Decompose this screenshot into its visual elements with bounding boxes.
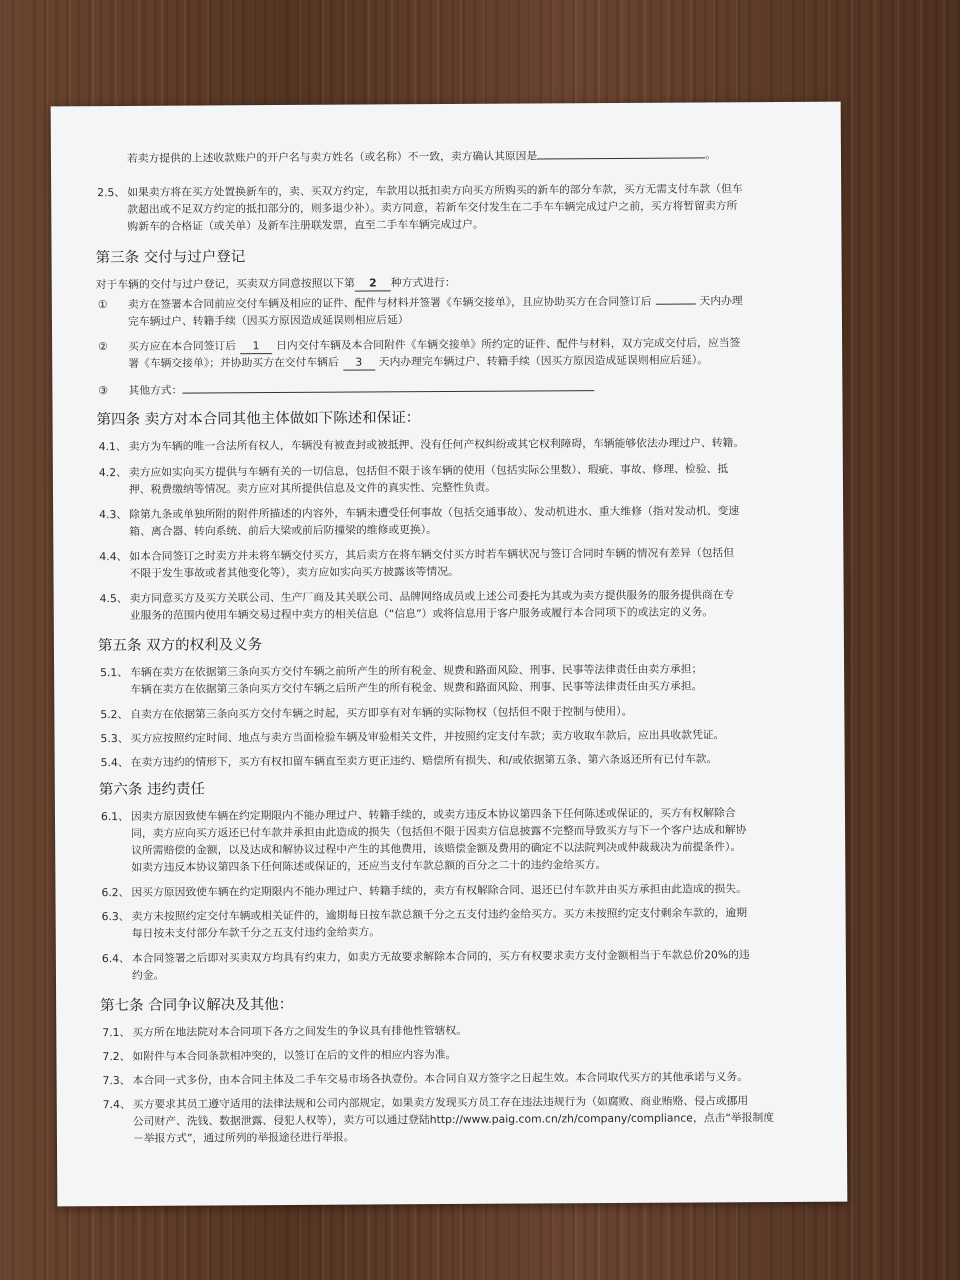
section-heading: 第三条 交付与过户登记 <box>95 249 246 267</box>
clause-number: 2.5、 <box>97 185 126 200</box>
clause-number: 5.1、 <box>100 665 129 680</box>
text: 其他方式： <box>128 383 183 397</box>
clause-number: 4.2、 <box>98 465 127 480</box>
other-method-blank <box>182 390 594 394</box>
clause-text: 在卖方违约的情形下，买方有权扣留车辆直至卖方更正违约、赔偿所有损失、和/或依据第五条、第六条返还所有已付车款。 <box>130 752 718 769</box>
text: 卖方在签署本合同前应交付车辆及相应的证件、配件与材料并签署《车辆交接单》，且应协助买方在合同签订后 <box>127 294 652 311</box>
method-choice-value: 2 <box>355 276 391 291</box>
clause-number: 4.5、 <box>99 591 128 606</box>
reason-blank <box>537 157 705 159</box>
clause-text: 卖方应如实向买方提供与车辆有关的一切信息，包括但不限于该车辆的使用（包括实际公里数）、瑕疵、事故、修理、检验、抵 <box>128 462 729 479</box>
clause-number: 5.3、 <box>100 731 129 746</box>
clause-number: 4.4、 <box>99 549 128 564</box>
contract-page <box>51 102 848 1207</box>
section-heading: 第七条 合同争议解决及其他： <box>100 996 294 1015</box>
clause-number: 6.4、 <box>101 951 130 966</box>
clause-text: 公司财产、洗钱、数据泄露、侵犯人权等），卖方可以通过登陆http://www.paig.com.cn/zh/company/compliance，点击“举报制度 <box>132 1111 775 1128</box>
clause-text: 如附件与本合同条款相冲突的，以签订在后的文件的相应内容为准。 <box>132 1047 457 1063</box>
clause-text: 业服务的范围内使用车辆交易过程中卖方的相关信息（“信息”）或将信息用于客户服务或履行本合同项下的或法定的义务。 <box>129 605 714 622</box>
section-heading: 第五条 双方的权利及义务 <box>97 637 263 655</box>
clause-text: 如卖方违反本协议第四条下任何陈述或保证的，还应当支付车款总额的百分之二十的违约金给买方。 <box>131 858 607 874</box>
clause-text: 本合同签署之后即对买卖双方均具有约束力，如卖方无故要求解除本合同的，买方有权要求卖方支付金额相当于车款总价20%的违 <box>131 948 750 965</box>
clause-text: 约金。 <box>131 968 165 982</box>
clause-text: －举报方式”，通过所列的举报途径进行举报。 <box>132 1130 355 1145</box>
clause-text: 买方应按照约定时间、地点与卖方当面检验车辆及审验相关文件，并按照约定支付车款；卖方收取车款后，应出具收款凭证。 <box>130 728 725 745</box>
clause-text: 箱、离合器、转向系统、前后大梁或前后防撞梁的维修或更换）。 <box>129 523 437 538</box>
clause-number: 4.1、 <box>98 439 127 454</box>
section-heading: 第六条 违约责任 <box>98 781 205 799</box>
clause-number: 6.3、 <box>101 909 130 924</box>
option-number: ① <box>97 298 108 312</box>
clause-number: 6.2、 <box>101 885 130 900</box>
days-blank <box>656 303 696 304</box>
clause-text: 款超出或不足双方约定的抵扣部分的，则多退少补）。卖方同意，若新车交付发生在二手车车辆完成过户之前，买方将暂留卖方所 <box>127 199 738 216</box>
text: 日内交付车辆及本合同附件《车辆交接单》所约定的证件、配件与材料，双方完成交付后，应当签 <box>276 336 741 353</box>
text: 。 <box>705 148 717 162</box>
option-number: ② <box>98 340 108 354</box>
clause-text: 如果卖方将在买方处置换新车的，卖、买双方约定，车款用以抵扣卖方向买方所购买的新车的部分车款，买方无需支付车款（但车 <box>127 182 743 199</box>
clause-text: 每日按未支付部分车款千分之五支付违约金给卖方。 <box>131 925 381 940</box>
text: 天内办理 <box>699 294 743 308</box>
clause-text: 卖方同意买方及买方关联公司、生产厂商及其关联公司、品牌网络成员或上述公司委托为其或为卖方提供服务的服务提供商在专 <box>129 588 735 605</box>
clause-text: 自卖方在依据第三条向买方交付车辆之时起，买方即享有对车辆的实际物权（包括但不限于控制与使用）。 <box>130 704 633 721</box>
option-text <box>128 292 743 313</box>
clause-number: 7.4、 <box>102 1097 131 1112</box>
clause-text: 车辆在卖方在依据第三条向买方交付车辆之前所产生的所有税金、规费和路面风险、刑事、民事等法律责任由卖方承担； <box>130 662 703 679</box>
text: 种方式进行： <box>390 275 456 290</box>
clause-number: 7.2、 <box>102 1049 131 1064</box>
clause-text: 议所需赔偿的金额，以及达成和解协议过程中产生的其他费用，该赔偿金额及费用的确定不以法院判决或仲裁裁决为前提条件）。 <box>131 840 742 857</box>
clause-text: 车辆在卖方在依据第三条向买方交付车辆之后所产生的所有税金、规费和路面风险、刑事、民事等法律责任由买方承担。 <box>130 679 703 696</box>
option-text <box>128 351 708 372</box>
clause-number: 6.1、 <box>100 809 129 824</box>
clause-number: 4.3、 <box>99 507 128 522</box>
days-value: 3 <box>343 355 375 370</box>
text: 对于车辆的交付与过户登记，买卖双方同意按照以下第 <box>95 276 355 292</box>
clause-text: 因卖方原因致使车辆在约定期限内不能办理过户、转籍手续的，或卖方违反本协议第四条下任何陈述或保证的，买方有权解除合 <box>130 806 736 823</box>
clause-text: 因买方原因致使车辆在约定期限内不能办理过户、转籍手续的，卖方有权解除合同、退还已付车款并由买方承担由此造成的损失。 <box>131 882 747 899</box>
delivery-method-line <box>96 274 456 293</box>
clause-text: 本合同一式多份，由本合同主体及二手车交易市场各执壹份。本合同自双方签字之日起生效。本合同取代买方的其他承诺与义务。 <box>132 1070 749 1087</box>
clause-text: 不限于发生事故或者其他变化等），卖方应如实向买方披露该等情况。 <box>129 564 459 580</box>
clause-text: 买方要求其员工遵守适用的法律法规和公司内部规定，如果卖方发现买方员工存在违法违规行为（如腐败、商业贿赂、侵占或挪用 <box>132 1094 749 1111</box>
option-number: ③ <box>98 384 109 398</box>
days-value: 1 <box>240 339 272 354</box>
clause-text: 除第九条或单独所附的附件所描述的内容外，车辆未遭受任何事故（包括交通事故）、发动机进水、重大维修（指对发动机、变速 <box>129 504 740 521</box>
clause-text: 购新车的合格证（或关单）及新车注册联发票，直至二手车车辆完成过户。 <box>127 217 484 233</box>
option-text: 完车辆过户、转籍手续（因买方原因造成延误则相应后延） <box>127 313 409 328</box>
clause-number: 7.1、 <box>102 1025 131 1040</box>
option-text <box>128 379 594 399</box>
clause-text: 买方所在地法院对本合同项下各方之间发生的争议具有排他性管辖权。 <box>132 1023 468 1039</box>
text: 署《车辆交接单》；并协助买方在交付车辆后 <box>128 355 339 370</box>
clause-number: 5.4、 <box>100 755 129 770</box>
clause-text: 同，卖方应向买方返还已付车款并承担由此造成的损失（包括但不限于因卖方信息披露不完整而导致买方与下一个客户达成和解协 <box>131 823 747 840</box>
section-heading: 第四条 卖方对本合同其他主体做如下陈述和保证： <box>96 410 421 429</box>
clause-text: 卖方未按照约定交付车辆或相关证件的，逾期每日按车款总额千分之五支付违约金给买方。买方未按照约定支付剩余车款的，逾期 <box>131 906 748 923</box>
clause-number: 7.3、 <box>102 1073 131 1088</box>
text: 若卖方提供的上述收款账户的开户名与卖方姓名（或名称）不一致，卖方确认其原因是 <box>126 149 538 165</box>
clause-text: 押、税费缴纳等情况。卖方应对其所提供信息及文件的真实性、完整性负责。 <box>128 480 497 496</box>
seller-account-mismatch-line <box>127 146 716 167</box>
clause-text: 如本合同签订之时卖方并未将车辆交付买方，其后卖方在将车辆交付买方时若车辆状况与签订合同时车辆的情况有差异（包括但 <box>129 546 735 563</box>
clause-number: 5.2、 <box>100 707 129 722</box>
text: 买方应在本合同签订后 <box>128 339 237 353</box>
clause-text: 卖方为车辆的唯一合法所有权人，车辆没有被查封或被抵押、没有任何产权纠纷或其它权利障碍，车辆能够依法办理过户、转籍。 <box>128 436 745 453</box>
text: 天内办理完车辆过户、转籍手续（因买方原因造成延误则相应后延）。 <box>378 353 709 369</box>
